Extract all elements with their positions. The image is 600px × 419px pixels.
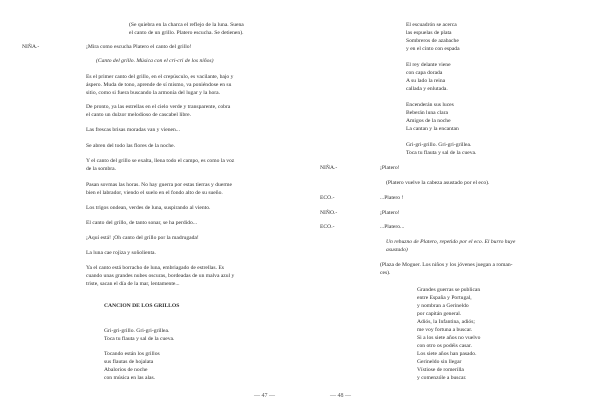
verse-line: por capitán general.	[417, 311, 462, 317]
stage-direction-line: asustado)	[386, 247, 408, 253]
verse-line: Sombreros de azabache	[406, 38, 459, 44]
paragraph-line: áspero. Muda de tono, aprende de sí mismo, va poniéndose en su	[86, 82, 232, 88]
stage-direction-line: el canto de un grillo. Platero escucha. Se detienen).	[129, 30, 244, 36]
speaker-label: NIÑA.-	[320, 165, 338, 171]
verse-line: El escuadrón se acerca	[406, 22, 457, 28]
stage-direction: (Platero vuelve la cabeza asustado por el eco).	[386, 180, 490, 186]
section-title: CANCION DE LOS GRILLOS	[104, 303, 180, 309]
verse-line: Gerineldo sin llegar	[417, 359, 462, 365]
paragraph-line: cuando unas grandes nubes oscuras, bordeadas de un malva azul y	[86, 273, 235, 279]
verse-line: Los siete años han pasado.	[417, 351, 477, 357]
verse-line: Gri-gri-grillo. Gri-gri-grillea.	[406, 142, 472, 148]
stage-direction-line: ces).	[380, 270, 391, 276]
verse-line: Gri-gri-grillo. Gri-gri-grillea.	[104, 328, 170, 334]
verse-line: me voy fortuna a buscar.	[417, 327, 473, 333]
verse-line: Toca tu flauta y sal de la cueva.	[104, 336, 175, 342]
paragraph-line: sitio, como si fuera buscando la armonía del lugar y la hora.	[86, 90, 221, 96]
stage-direction-line: Un rebuzno de Platero, repetido por el eco. El burro huye	[386, 239, 516, 245]
verse-line: y en el cinto con espada	[406, 46, 460, 52]
verse-line: El rey delante viene	[406, 62, 451, 68]
verse-line: con otro os podéis casar.	[417, 343, 472, 349]
verse-line: La cantan y la encantan	[406, 126, 459, 132]
stage-direction-line: (Se quiebra en la charca el reflejo de la luna. Suena	[129, 22, 244, 28]
dialogue-line: ...Platero !	[380, 195, 404, 201]
verse-line: y comenzóle a buscar.	[417, 375, 467, 381]
speaker-label: NIÑO.-	[320, 210, 338, 216]
verse-line: Amigos de la noche	[406, 118, 451, 124]
paragraph-line: triste, sacan el día de la mar, lentamente...	[86, 281, 180, 287]
paragraph-line: Pasan sovmas las horas. No hay guerra por estas tierras y duerme	[86, 182, 233, 188]
dialogue-line: ...Platero...	[380, 224, 405, 230]
verse-line: Grandes guerras se publican	[417, 287, 481, 293]
song-direction: (Canto del grillo. Música con el cri-cri de los niños)	[96, 58, 214, 64]
paragraph-line: bien el labrador, viendo el suelo en el fondo alto de su sueño.	[86, 190, 223, 196]
page-number: — 47 —	[254, 393, 275, 399]
verse-line: Encenderán sus luces	[406, 102, 454, 108]
dialogue-line: ¡Platero!	[380, 210, 400, 216]
verse-line: Abalorios de noche	[104, 367, 148, 373]
verse-line: con música en las alas.	[104, 375, 156, 381]
paragraph-line: de la sombra.	[86, 166, 116, 172]
verse-line: Vístiose de romerilla	[417, 367, 464, 373]
paragraph-line: De pronto, ya las estrellas en el cielo verde y transparente, cobra	[86, 104, 231, 110]
paragraph-line: Y el canto del grillo se exalta, llena todo el campo, es como la voz	[86, 158, 235, 164]
verse-line: Adiós, la Infantina, adiós;	[417, 319, 475, 325]
dialogue-line: ¡Mira como escucha Platero el canto del grillo!	[86, 44, 192, 50]
verse-line: Beberán luna clara	[406, 110, 448, 116]
stage-direction-line: (Plaza de Moguer. Los niños y los jóvenes juegan a roman-	[380, 262, 513, 268]
paragraph-line: La luna cae rojiza y soñolienta.	[86, 250, 156, 256]
verse-line: con capa dorada	[406, 70, 443, 76]
dialogue-line: ¡Platero!	[380, 165, 400, 171]
verse-line: las espuelas de plata	[406, 30, 452, 36]
verse-line: A su lado la reina	[406, 78, 446, 84]
speaker-label: ECO.-	[320, 224, 335, 230]
page-number: — 48 —	[330, 393, 351, 399]
paragraph-line: el canto un dulzor melodioso de cascabel libre.	[86, 112, 192, 118]
verse-line: sus flautas de hojalata	[104, 359, 154, 365]
paragraph-line: Es el primer canto del grillo, en el crepúsculo, es vacilante, bajo y	[86, 74, 234, 80]
paragraph-line: ¡Aquí está! ¡Oh canto del grillo por la madrugada!	[86, 235, 199, 241]
verse-line: Tocando están los grillos	[104, 351, 160, 357]
speaker-label: ECO.-	[320, 195, 335, 201]
verse-line: Toca tu flauta y sal de la cueva.	[406, 150, 477, 156]
paragraph-line: Las frescas brisas moradas van y vienen...	[86, 127, 180, 133]
paragraph-line: Los trigos ondean, verdes de luna, suspirando al viento.	[86, 205, 211, 211]
verse-line: y nombran a Gerineldo	[417, 303, 469, 309]
verse-line: Si a los siete años no vuelvo	[417, 335, 481, 341]
paragraph-line: Ya el canto está borracho de luna, embriagado de estrellas. Es	[86, 265, 224, 271]
paragraph-line: El canto del grillo, de tanto sonar, se ha perdido...	[86, 220, 197, 226]
speaker-label: NIÑA.-	[22, 44, 40, 50]
paragraph-line: Se abren del todo las flores de la noche.	[86, 143, 176, 149]
right-page	[300, 0, 600, 419]
verse-line: entre España y Portugal,	[417, 295, 472, 301]
verse-line: callada y enlutada.	[406, 86, 448, 92]
